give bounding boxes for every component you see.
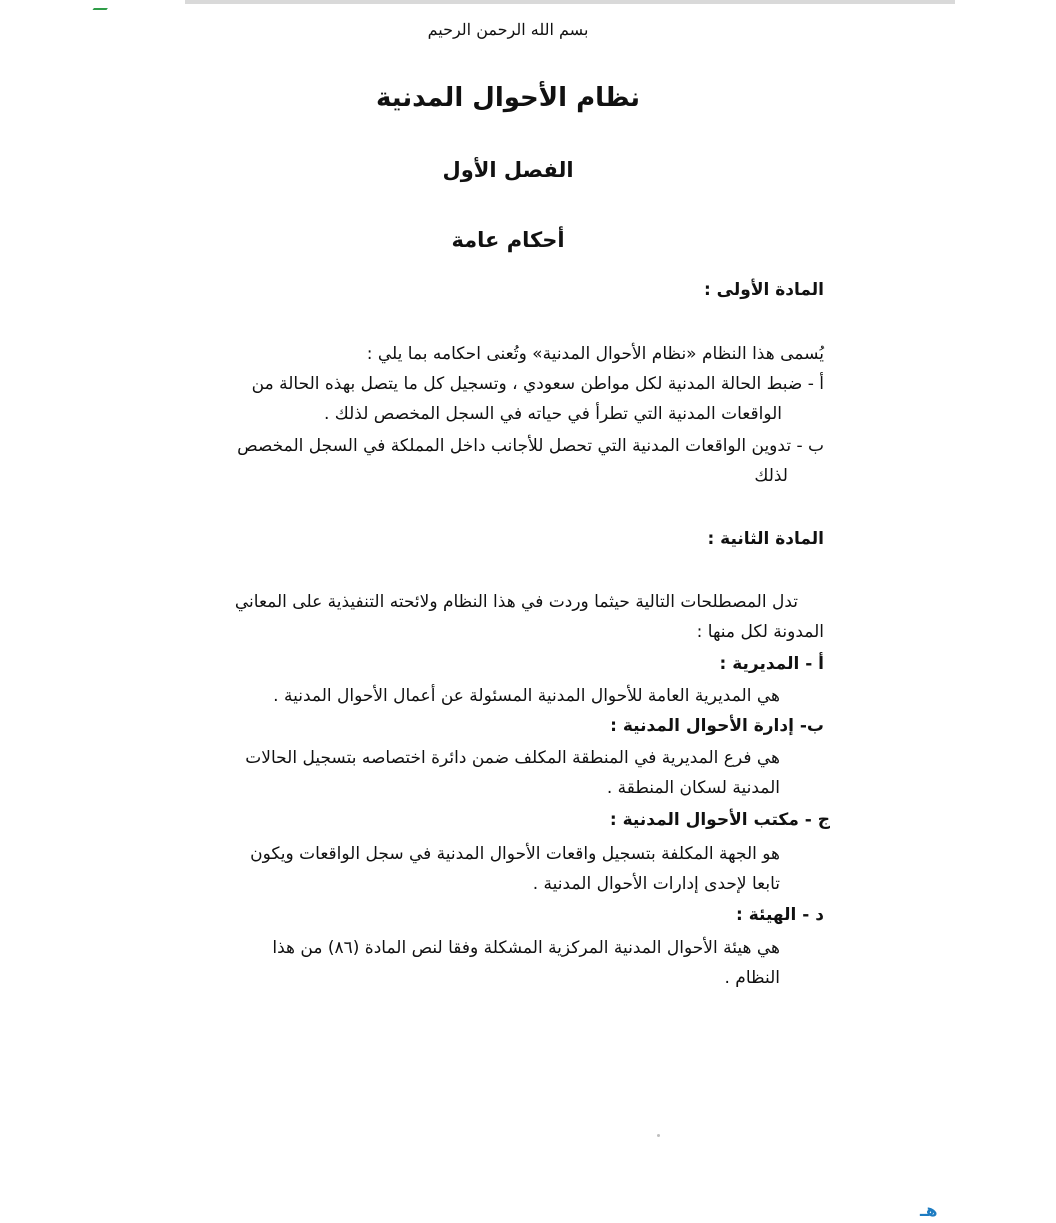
article-2-definition-b-line-1: هي فرع المديرية في المنطقة المكلف ضمن دائرة اختصاصه بتسجيل الحالات: [245, 748, 780, 768]
article-1-item-a-line-1: أ - ضبط الحالة المدنية لكل مواطن سعودي ، وتسجيل كل ما يتصل بهذه الحالة من: [251, 374, 824, 394]
article-2-term-d: د - الهيئة :: [736, 905, 824, 925]
article-1-heading: المادة الأولى :: [703, 280, 824, 300]
basmala: بسم الله الرحمن الرحيم: [427, 20, 589, 39]
document-title: نظام الأحوال المدنية: [375, 83, 641, 113]
article-1-intro: يُسمى هذا النظام «نظام الأحوال المدنية» وتُعنى احكامه بما يلي :: [366, 344, 824, 364]
article-1-item-b-line-1: ب - تدوين الواقعات المدنية التي تحصل للأجانب داخل المملكة في السجل المخصص: [237, 436, 824, 456]
article-2-heading: المادة الثانية :: [707, 529, 824, 549]
article-2-definition-d-line-1: هي هيئة الأحوال المدنية المركزية المشكلة وفقا لنص المادة (٨٦) من هذا: [272, 938, 780, 958]
article-2-term-a: أ - المديرية :: [719, 654, 824, 674]
article-2-term-c: ج - مكتب الأحوال المدنية :: [609, 810, 830, 830]
article-2-definition-d-line-2: النظام .: [724, 968, 780, 988]
corner-mark: [92, 0, 113, 10]
chapter-title: الفصل الأول: [442, 158, 574, 182]
section-title: أحكام عامة: [451, 228, 565, 252]
article-1-item-a-line-2: الواقعات المدنية التي تطرأ في حياته في السجل المخصص لذلك .: [323, 404, 782, 424]
scan-speck: [657, 1134, 660, 1137]
scan-top-edge: [185, 0, 955, 4]
page-mark: هـ: [920, 1201, 938, 1221]
article-2-definition-b-line-2: المدنية لسكان المنطقة .: [606, 778, 780, 798]
article-2-intro-line-2: المدونة لكل منها :: [696, 622, 824, 642]
article-2-definition-c-line-1: هو الجهة المكلفة بتسجيل واقعات الأحوال المدنية في سجل الواقعات ويكون: [250, 844, 780, 864]
article-1-item-b-line-2: لذلك: [754, 466, 788, 486]
article-2-intro-line-1: تدل المصطلحات التالية حيثما وردت في هذا النظام ولائحته التنفيذية على المعاني: [234, 592, 798, 612]
article-2-term-b: ب- إدارة الأحوال المدنية :: [610, 716, 824, 736]
article-2-definition-c-line-2: تابعا لإحدى إدارات الأحوال المدنية .: [532, 874, 780, 894]
article-2-definition-a: هي المديرية العامة للأحوال المدنية المسئولة عن أعمال الأحوال المدنية .: [273, 686, 780, 706]
